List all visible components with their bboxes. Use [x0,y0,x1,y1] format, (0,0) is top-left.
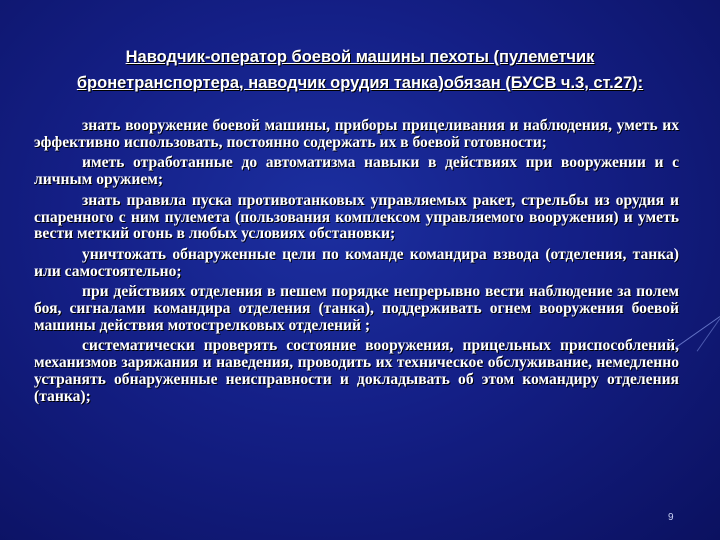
duty-paragraph: систематически проверять состояние вооружения, прицельных приспособлений, механизмов заряжания и наведения, проводить их техническое обслуживание, немедленно устранять обнаруженные неисправности и докладывать об этом командиру отделения (танка); [34,337,679,405]
page-number: 9 [668,512,674,523]
slide-title [10,44,710,96]
duty-paragraph: уничтожать обнаруженные цели по команде командира взвода (отделения, танка) или самостоятельно; [34,245,679,280]
duty-paragraph: знать правила пуска противотанковых управляемых ракет, стрельбы из орудия и спаренного с ним пулемета (пользования комплексом управляемого вооружения) и уметь вести меткий огонь в любых условиях обстановки; [34,191,679,243]
duty-paragraph: иметь отработанные до автоматизма навыки в действиях при вооружении и с личным оружием; [34,154,679,189]
duty-paragraph: знать вооружение боевой машины, приборы прицеливания и наблюдения, уметь их эффективно использовать, постоянно содержать их в боевой готовности; [34,117,679,151]
duties-list [34,118,679,409]
title-line-1: Наводчик-оператор боевой машины пехоты (пулеметчик [125,48,595,66]
duty-paragraph: при действиях отделения в пешем порядке непрерывно вести наблюдение за полем боя, сигналами командира отделения (танка), поддерживать огнем вооружения боевой машины действия мотострелковых отделений ; [34,283,679,334]
title-line-2: бронетранспортера, наводчик орудия танка)обязан (БУСВ ч.3, ст.27): [76,74,644,92]
